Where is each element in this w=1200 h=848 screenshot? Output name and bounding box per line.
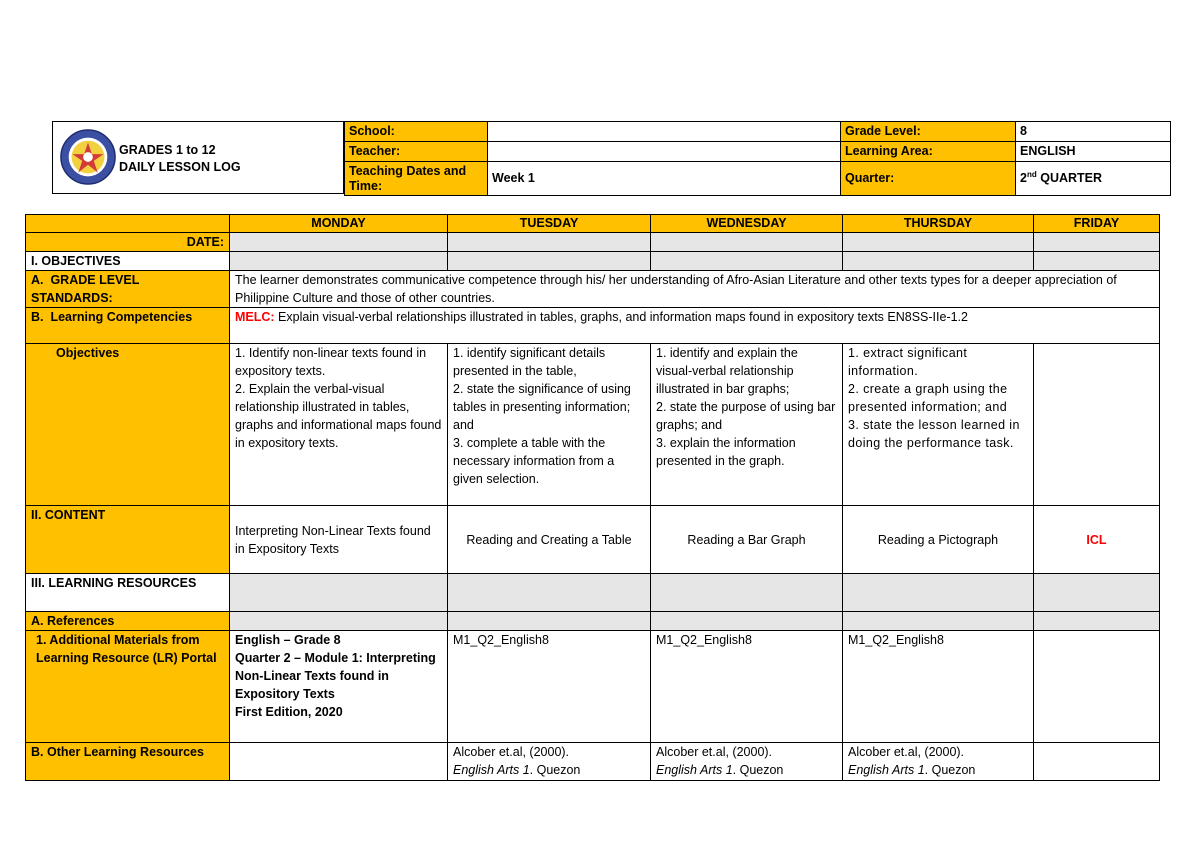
date-thursday[interactable] <box>843 233 1034 252</box>
objectives-section-row <box>26 252 1160 271</box>
date-label: DATE: <box>26 233 230 252</box>
deped-seal-icon <box>59 128 117 186</box>
corner-cell <box>26 215 230 233</box>
objectives-label: I. OBJECTIVES <box>26 252 230 271</box>
objectives-sub-label: Objectives <box>26 344 230 506</box>
competencies-row <box>26 308 1160 344</box>
other-wednesday <box>651 743 843 781</box>
days-header-row <box>26 215 1160 233</box>
teacher-value[interactable] <box>488 142 841 162</box>
references-fill <box>843 612 1034 631</box>
references-row <box>26 612 1160 631</box>
other-book: English Arts 1 <box>848 763 925 777</box>
day-monday: MONDAY <box>230 215 448 233</box>
other-author: Alcober et.al, (2000). <box>656 745 773 759</box>
date-friday[interactable] <box>1034 233 1160 252</box>
standards-letter: A. <box>31 273 44 287</box>
learning-area-label: Learning Area: <box>841 142 1016 162</box>
lesson-log-table <box>25 214 1160 781</box>
additional-friday <box>1034 631 1160 743</box>
other-book: English Arts 1 <box>656 763 733 777</box>
competencies-label <box>26 308 230 344</box>
date-monday[interactable] <box>230 233 448 252</box>
school-label: School: <box>345 122 488 142</box>
quarter-label: Quarter: <box>841 162 1016 196</box>
other-tuesday <box>448 743 651 781</box>
quarter-value[interactable] <box>1016 162 1171 196</box>
header-info-table <box>344 121 1171 196</box>
competencies-letter: B. <box>31 310 44 324</box>
melc-description: Explain visual-verbal relationships illustrated in tables, graphs, and information maps found in expository texts EN8SS-IIe-1.2 <box>274 310 968 324</box>
content-friday: ICL <box>1034 506 1160 574</box>
additional-materials-label: 1. Additional Materials from Learning Resource (LR) Portal <box>26 631 230 743</box>
date-tuesday[interactable] <box>448 233 651 252</box>
quarter-suffix: nd <box>1026 169 1037 179</box>
references-fill <box>651 612 843 631</box>
objectives-wednesday: 1. identify and explain the visual-verbal relationship illustrated in bar graphs; 2. state the purpose of using bar graphs; and 3. explain the information presented in the graph. <box>651 344 843 506</box>
other-thursday <box>843 743 1034 781</box>
resources-fill <box>843 574 1034 612</box>
other-publisher: . Quezon <box>529 763 581 777</box>
teacher-label: Teacher: <box>345 142 488 162</box>
resources-fill <box>448 574 651 612</box>
objectives-thursday: 1. extract significant information. 2. create a graph using the presented information; and 3. state the lesson learned in doing the performance task. <box>843 344 1034 506</box>
resources-fill <box>651 574 843 612</box>
objectives-fill <box>1034 252 1160 271</box>
standards-label <box>26 271 230 308</box>
objectives-monday: 1. Identify non-linear texts found in expository texts. 2. Explain the verbal-visual relationship illustrated in tables, graphs and informational maps found in expository texts. <box>230 344 448 506</box>
additional-materials-row <box>26 631 1160 743</box>
quarter-word: QUARTER <box>1040 171 1103 185</box>
melc-label: MELC: <box>235 310 275 324</box>
teaching-dates-label: Teaching Dates and Time: <box>345 162 488 196</box>
learning-area-value[interactable]: ENGLISH <box>1016 142 1171 162</box>
date-row <box>26 233 1160 252</box>
title-line-1: GRADES 1 to 12 <box>119 143 216 157</box>
resources-fill <box>1034 574 1160 612</box>
additional-monday: English – Grade 8 Quarter 2 – Module 1: Interpreting Non-Linear Texts found in Expository Texts First Edition, 2020 <box>230 631 448 743</box>
references-fill <box>230 612 448 631</box>
grade-level-value[interactable]: 8 <box>1016 122 1171 142</box>
objectives-friday <box>1034 344 1160 506</box>
quarter-number: 2 <box>1020 171 1027 185</box>
standards-row <box>26 271 1160 308</box>
references-fill <box>1034 612 1160 631</box>
objectives-fill <box>230 252 448 271</box>
standards-title: GRADE LEVEL STANDARDS: <box>31 273 140 305</box>
grade-level-label: Grade Level: <box>841 122 1016 142</box>
other-resources-row <box>26 743 1160 781</box>
other-author: Alcober et.al, (2000). <box>848 745 965 759</box>
objectives-fill <box>448 252 651 271</box>
other-author: Alcober et.al, (2000). <box>453 745 570 759</box>
content-label: II. CONTENT <box>26 506 230 574</box>
logo-box <box>52 121 344 194</box>
references-label: A. References <box>26 612 230 631</box>
standards-text: The learner demonstrates communicative competence through his/ her understanding of Afro-Asian Literature and other texts types for a deeper appreciation of Philippine Culture and those of other countries. <box>230 271 1160 308</box>
additional-wednesday: M1_Q2_English8 <box>651 631 843 743</box>
date-wednesday[interactable] <box>651 233 843 252</box>
content-wednesday: Reading a Bar Graph <box>651 506 843 574</box>
objectives-row <box>26 344 1160 506</box>
day-wednesday: WEDNESDAY <box>651 215 843 233</box>
content-thursday: Reading a Pictograph <box>843 506 1034 574</box>
objectives-fill <box>843 252 1034 271</box>
melc-text <box>230 308 1160 344</box>
other-friday <box>1034 743 1160 781</box>
resources-label: III. LEARNING RESOURCES <box>26 574 230 612</box>
day-thursday: THURSDAY <box>843 215 1034 233</box>
teaching-dates-value[interactable]: Week 1 <box>488 162 841 196</box>
references-fill <box>448 612 651 631</box>
school-value[interactable] <box>488 122 841 142</box>
other-monday <box>230 743 448 781</box>
objectives-fill <box>651 252 843 271</box>
content-tuesday: Reading and Creating a Table <box>448 506 651 574</box>
header-block <box>52 121 1170 194</box>
objectives-tuesday: 1. identify significant details presented in the table, 2. state the significance of using tables in presenting information; and 3. complete a table with the necessary information from a given selection. <box>448 344 651 506</box>
other-publisher: . Quezon <box>732 763 784 777</box>
day-tuesday: TUESDAY <box>448 215 651 233</box>
day-friday: FRIDAY <box>1034 215 1160 233</box>
content-monday: Interpreting Non-Linear Texts found in Expository Texts <box>230 506 448 574</box>
other-resources-label: B. Other Learning Resources <box>26 743 230 781</box>
title-line-2: DAILY LESSON LOG <box>119 160 241 174</box>
additional-thursday: M1_Q2_English8 <box>843 631 1034 743</box>
resources-fill <box>230 574 448 612</box>
additional-tuesday: M1_Q2_English8 <box>448 631 651 743</box>
resources-section-row <box>26 574 1160 612</box>
other-publisher: . Quezon <box>924 763 976 777</box>
content-row <box>26 506 1160 574</box>
other-book: English Arts 1 <box>453 763 530 777</box>
competencies-title: Learning Competencies <box>50 310 193 324</box>
form-title <box>119 142 241 176</box>
